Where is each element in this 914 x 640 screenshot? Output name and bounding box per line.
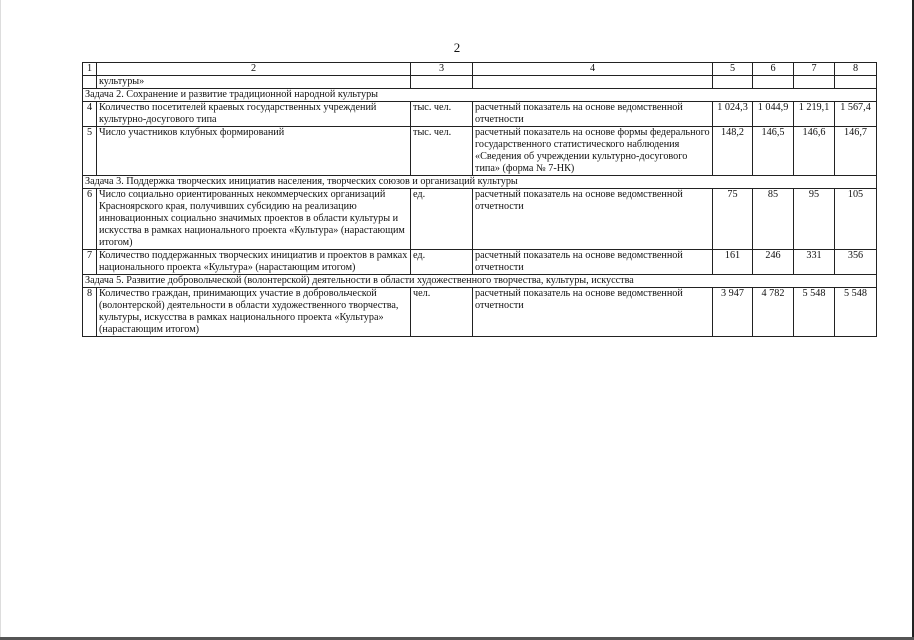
indicator-value: 95 [794,189,835,250]
indicators-table [82,62,877,337]
indicator-row [83,250,877,275]
indicator-value: 5 548 [794,288,835,337]
unit: ед. [411,189,473,250]
indicator-value: 246 [753,250,794,275]
column-number-row [83,63,877,76]
indicator-row [83,288,877,337]
calculation-method: расчетный показатель на основе формы федерального государственного статистического наблюдения «Сведения об учреждении культурно-досугового типа» (форма № 7-НК) [473,127,713,176]
indicator-name: Число участников клубных формирований [97,127,411,176]
indicator-value: 3 947 [713,288,753,337]
indicator-value: 5 548 [835,288,877,337]
indicator-value: 4 782 [753,288,794,337]
row-number: 5 [83,127,97,176]
column-number: 5 [713,63,753,76]
indicator-value: 1 044,9 [753,102,794,127]
indicator-value: 146,6 [794,127,835,176]
indicator-row [83,102,877,127]
task-header-row [83,176,877,189]
calculation-method: расчетный показатель на основе ведомственной отчетности [473,102,713,127]
indicator-value: 146,5 [753,127,794,176]
indicator-row [83,127,877,176]
indicator-value: 1 024,3 [713,102,753,127]
calculation-method: расчетный показатель на основе ведомственной отчетности [473,288,713,337]
unit: тыс. чел. [411,102,473,127]
indicator-value: 146,7 [835,127,877,176]
calculation-method: расчетный показатель на основе ведомственной отчетности [473,189,713,250]
indicator-name: Количество граждан, принимающих участие в добровольческой (волонтерской) деятельности в области художественного творчества, культуры, искусства в рамках национального проекта «Культура» (нарастающим итогом) [97,288,411,337]
page-number: 2 [453,40,461,55]
indicator-value: 1 567,4 [835,102,877,127]
unit: ед. [411,250,473,275]
task-header-row [83,89,877,102]
table-body [83,63,877,337]
continuation-row [83,76,877,89]
indicator-row [83,189,877,250]
row-number: 6 [83,189,97,250]
indicator-value: 148,2 [713,127,753,176]
indicator-name: Количество посетителей краевых государственных учреждений культурно-досугового типа [97,102,411,127]
task-title: Задача 3. Поддержка творческих инициатив населения, творческих союзов и организаций культуры [83,176,877,189]
indicator-value: 75 [713,189,753,250]
unit: тыс. чел. [411,127,473,176]
indicator-value: 161 [713,250,753,275]
task-title: Задача 2. Сохранение и развитие традиционной народной культуры [83,89,877,102]
calculation-method: расчетный показатель на основе ведомственной отчетности [473,250,713,275]
column-number: 4 [473,63,713,76]
column-number: 2 [97,63,411,76]
column-number: 6 [753,63,794,76]
unit: чел. [411,288,473,337]
column-number: 3 [411,63,473,76]
task-header-row [83,275,877,288]
indicator-value: 331 [794,250,835,275]
indicator-value: 85 [753,189,794,250]
task-title: Задача 5. Развитие добровольческой (волонтерской) деятельности в области художественного творчества, культуры, искусства [83,275,877,288]
indicator-value: 1 219,1 [794,102,835,127]
row-number: 4 [83,102,97,127]
scan-edge-left [0,0,1,640]
column-number: 1 [83,63,97,76]
row-number: 8 [83,288,97,337]
indicator-value: 105 [835,189,877,250]
continuation-text: культуры» [97,76,411,89]
indicator-name: Число социально ориентированных некоммерческих организаций Красноярского края, получивших субсидию на реализацию инновационных социально значимых проектов в области культуры и искусства в рамках национального проекта «Культура» (нарастающим итогом) [97,189,411,250]
indicator-value: 356 [835,250,877,275]
row-number: 7 [83,250,97,275]
column-number: 7 [794,63,835,76]
column-number: 8 [835,63,877,76]
indicator-name: Количество поддержанных творческих инициатив и проектов в рамках национального проекта «Культура» (нарастающим итогом) [97,250,411,275]
